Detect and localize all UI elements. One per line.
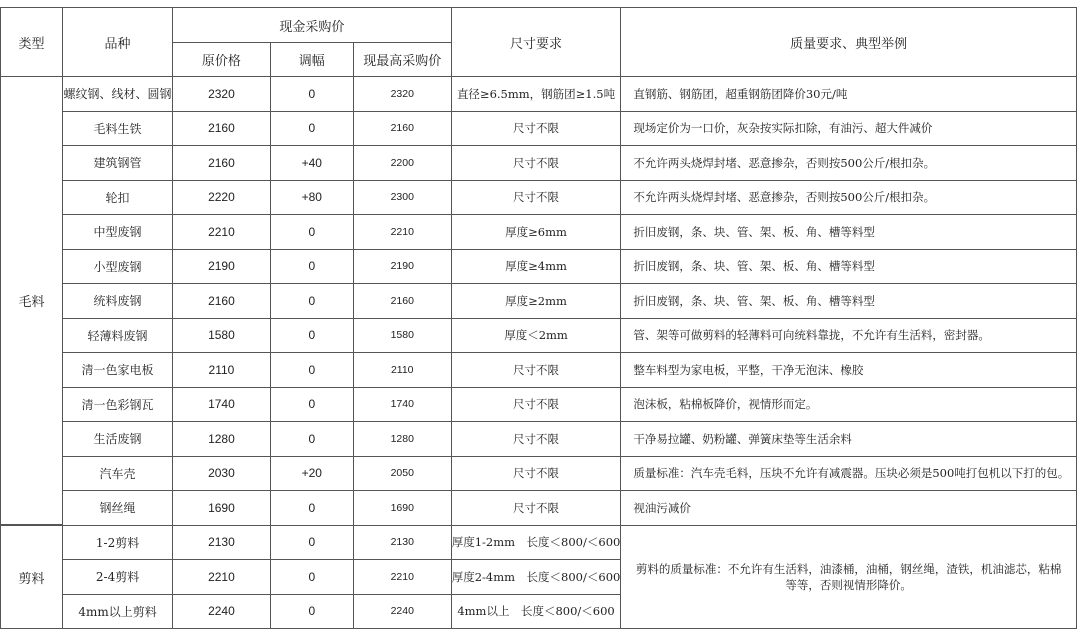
original-price-cell: 2210 — [173, 560, 271, 595]
adjustment-cell: 0 — [270, 249, 353, 284]
adjustment-cell: +40 — [270, 146, 353, 181]
header-type: 类型 — [1, 8, 63, 77]
adjustment-cell: 0 — [270, 318, 353, 353]
header-original-price: 原价格 — [173, 43, 271, 77]
variety-cell: 建筑钢管 — [63, 146, 173, 181]
size-cell: 厚度1-2mm 长度＜800/＜600 — [451, 525, 621, 560]
original-price-cell: 1580 — [173, 318, 271, 353]
type-cell-raw: 毛料 — [1, 77, 63, 526]
original-price-cell: 2220 — [173, 180, 271, 215]
max-price-cell: 2190 — [353, 249, 451, 284]
quality-cell: 视油污减价 — [621, 491, 1077, 526]
size-cell: 厚度≥6mm — [451, 215, 621, 250]
adjustment-cell: 0 — [270, 560, 353, 595]
adjustment-cell: 0 — [270, 77, 353, 112]
original-price-cell: 1690 — [173, 491, 271, 526]
quality-cell: 不允许两头烧焊封堵、恶意掺杂，否则按500公斤/根扣杂。 — [621, 146, 1077, 181]
max-price-cell: 1580 — [353, 318, 451, 353]
header-cash-price: 现金采购价 — [173, 8, 452, 43]
max-price-cell: 2210 — [353, 560, 451, 595]
max-price-cell: 2110 — [353, 353, 451, 388]
quality-cell: 不允许两头烧焊封堵、恶意掺杂，否则按500公斤/根扣杂。 — [621, 180, 1077, 215]
type-cell-shear: 剪料 — [1, 525, 63, 629]
max-price-cell: 2160 — [353, 284, 451, 319]
adjustment-cell: 0 — [270, 594, 353, 629]
max-price-cell: 1740 — [353, 387, 451, 422]
max-price-cell: 2200 — [353, 146, 451, 181]
adjustment-cell: 0 — [270, 215, 353, 250]
size-cell: 厚度2-4mm 长度＜800/＜600 — [451, 560, 621, 595]
original-price-cell: 2190 — [173, 249, 271, 284]
quality-cell: 管、架等可做剪料的轻薄料可向统料靠拢，不允许有生活料，密封器。 — [621, 318, 1077, 353]
variety-cell: 生活废钢 — [63, 422, 173, 457]
shear-quality-cell: 剪料的质量标准：不允许有生活料，油漆桶，油桶，钢丝绳，渣铁，机油滤芯，粘棉等等，否则视情形降价。 — [621, 525, 1077, 629]
max-price-cell: 1280 — [353, 422, 451, 457]
quality-cell: 现场定价为一口价，灰杂按实际扣除，有油污、超大件减价 — [621, 111, 1077, 146]
variety-cell: 轮扣 — [63, 180, 173, 215]
size-cell: 尺寸不限 — [451, 146, 621, 181]
max-price-cell: 2240 — [353, 594, 451, 629]
size-cell: 尺寸不限 — [451, 491, 621, 526]
adjustment-cell: 0 — [270, 284, 353, 319]
header-quality-requirement: 质量要求、典型举例 — [621, 8, 1077, 77]
variety-cell: 统料废钢 — [63, 284, 173, 319]
header-size-requirement: 尺寸要求 — [451, 8, 621, 77]
quality-cell: 干净易拉罐、奶粉罐、弹簧床垫等生活余料 — [621, 422, 1077, 457]
original-price-cell: 1740 — [173, 387, 271, 422]
variety-cell: 4mm以上剪料 — [63, 594, 173, 629]
adjustment-cell: +80 — [270, 180, 353, 215]
original-price-cell: 2030 — [173, 456, 271, 491]
adjustment-cell: 0 — [270, 353, 353, 388]
size-cell: 尺寸不限 — [451, 387, 621, 422]
original-price-cell: 2110 — [173, 353, 271, 388]
size-cell: 尺寸不限 — [451, 456, 621, 491]
original-price-cell: 2160 — [173, 146, 271, 181]
variety-cell: 2-4剪料 — [63, 560, 173, 595]
header-adjustment: 调幅 — [270, 43, 353, 77]
original-price-cell: 2130 — [173, 525, 271, 560]
variety-cell: 中型废钢 — [63, 215, 173, 250]
quality-cell: 直钢筋、钢筋团，超重钢筋团降价30元/吨 — [621, 77, 1077, 112]
max-price-cell: 1690 — [353, 491, 451, 526]
quality-cell: 折旧废钢，条、块、管、架、板、角、槽等料型 — [621, 215, 1077, 250]
variety-cell: 螺纹钢、线材、圆钢 — [63, 77, 173, 112]
variety-cell: 小型废钢 — [63, 249, 173, 284]
variety-cell: 清一色家电板 — [63, 353, 173, 388]
adjustment-cell: +20 — [270, 456, 353, 491]
variety-cell: 毛料生铁 — [63, 111, 173, 146]
size-cell: 尺寸不限 — [451, 422, 621, 457]
max-price-cell: 2320 — [353, 77, 451, 112]
original-price-cell: 1280 — [173, 422, 271, 457]
adjustment-cell: 0 — [270, 525, 353, 560]
adjustment-cell: 0 — [270, 491, 353, 526]
variety-cell: 轻薄料废钢 — [63, 318, 173, 353]
header-current-max-price: 现最高采购价 — [353, 43, 451, 77]
original-price-cell: 2240 — [173, 594, 271, 629]
max-price-cell: 2050 — [353, 456, 451, 491]
size-cell: 尺寸不限 — [451, 111, 621, 146]
quality-cell: 折旧废钢，条、块、管、架、板、角、槽等料型 — [621, 284, 1077, 319]
max-price-cell: 2160 — [353, 111, 451, 146]
quality-cell: 质量标准：汽车壳毛料，压块不允许有减震器。压块必须是500吨打包机以下打的包。 — [621, 456, 1077, 491]
adjustment-cell: 0 — [270, 387, 353, 422]
quality-cell: 整车料型为家电板，平整，干净无泡沫、橡胶 — [621, 353, 1077, 388]
variety-cell: 清一色彩钢瓦 — [63, 387, 173, 422]
size-cell: 厚度≥4mm — [451, 249, 621, 284]
original-price-cell: 2160 — [173, 111, 271, 146]
adjustment-cell: 0 — [270, 111, 353, 146]
quality-cell: 折旧废钢，条、块、管、架、板、角、槽等料型 — [621, 249, 1077, 284]
size-cell: 直径≥6.5mm，钢筋团≥1.5吨 — [451, 77, 621, 112]
max-price-cell: 2130 — [353, 525, 451, 560]
variety-cell: 钢丝绳 — [63, 491, 173, 526]
adjustment-cell: 0 — [270, 422, 353, 457]
max-price-cell: 2300 — [353, 180, 451, 215]
size-cell: 厚度＜2mm — [451, 318, 621, 353]
size-cell: 尺寸不限 — [451, 353, 621, 388]
original-price-cell: 2160 — [173, 284, 271, 319]
original-price-cell: 2320 — [173, 77, 271, 112]
original-price-cell: 2210 — [173, 215, 271, 250]
quality-cell: 泡沫板，粘棉板降价，视情形而定。 — [621, 387, 1077, 422]
size-cell: 厚度≥2mm — [451, 284, 621, 319]
size-cell: 尺寸不限 — [451, 180, 621, 215]
variety-cell: 1-2剪料 — [63, 525, 173, 560]
price-table — [0, 7, 1077, 629]
max-price-cell: 2210 — [353, 215, 451, 250]
header-variety: 品种 — [63, 8, 173, 77]
variety-cell: 汽车壳 — [63, 456, 173, 491]
size-cell: 4mm以上 长度＜800/＜600 — [451, 594, 621, 629]
